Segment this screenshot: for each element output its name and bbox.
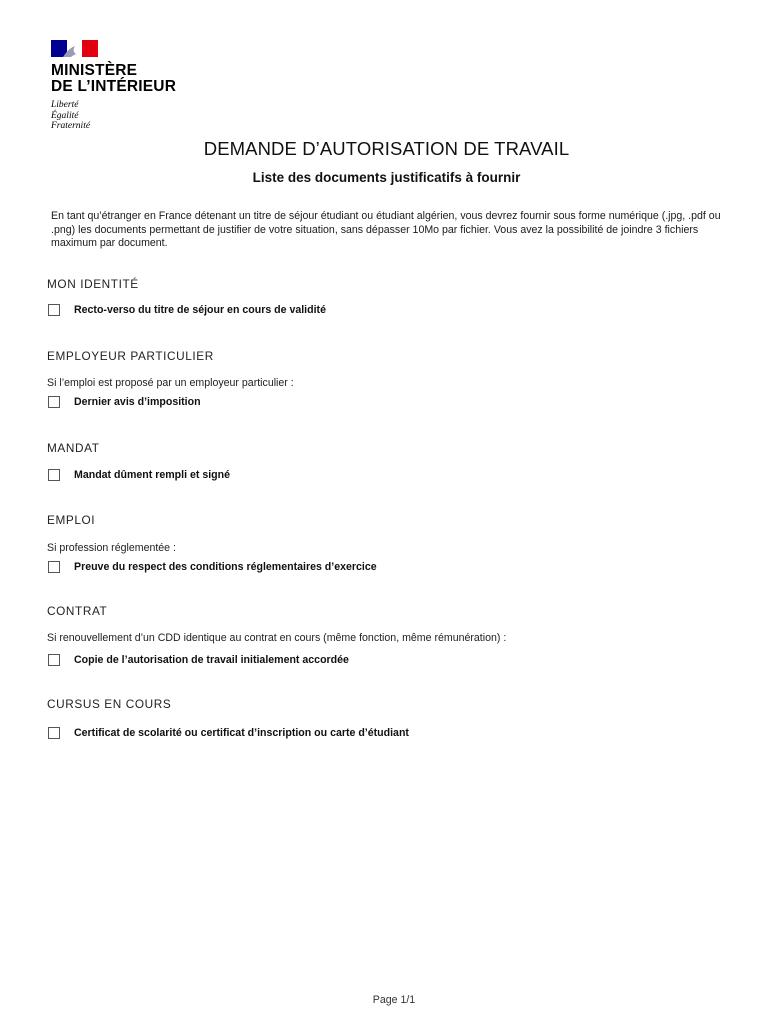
checkbox[interactable] [48,654,60,666]
checklist-item-certificat-scolarite[interactable] [48,727,409,739]
checklist-item-avis-imposition[interactable] [48,396,201,408]
checklist-item-label: Recto-verso du titre de séjour en cours de validité [74,304,326,316]
checklist-item-conditions-reglementaires[interactable] [48,561,377,573]
section-title-identite: MON IDENTITÉ [47,277,139,291]
checklist-item-mandat[interactable] [48,469,230,481]
ministry-line-2: DE L’INTÉRIEUR [51,78,177,95]
marianne-flag-icon [51,40,98,57]
section-title-contrat: CONTRAT [47,604,108,618]
checklist-item-label: Dernier avis d’imposition [74,396,201,408]
section-note-employeur: Si l’emploi est proposé par un employeur particulier : [47,377,294,389]
checklist-item-label: Mandat dûment rempli et signé [74,469,230,481]
section-title-emploi: EMPLOI [47,513,96,527]
motto-egalite: Égalité [51,110,79,121]
checklist-item-autorisation-travail[interactable] [48,654,349,666]
motto-fraternite: Fraternité [51,121,91,131]
checkbox[interactable] [48,561,60,573]
section-title-cursus: CURSUS EN COURS [47,697,172,711]
checklist-item-label: Certificat de scolarité ou certificat d’inscription ou carte d’étudiant [74,727,409,739]
section-note-emploi: Si profession réglementée : [47,542,176,554]
section-title-mandat: MANDAT [47,441,100,455]
motto-liberte: Liberté [51,100,79,110]
checkbox[interactable] [48,727,60,739]
document-title: DEMANDE D’AUTORISATION DE TRAVAIL [203,138,570,159]
page-number: Page 1/1 [372,994,416,1006]
section-note-contrat: Si renouvellement d’un CDD identique au contrat en cours (même fonction, même rémunération) : [47,632,507,644]
ministry-line-1: MINISTÈRE [51,62,138,79]
document-subtitle: Liste des documents justificatifs à fournir [252,170,521,185]
checklist-item-label: Preuve du respect des conditions réglementaires d’exercice [74,561,377,573]
checkbox[interactable] [48,469,60,481]
checklist-item-label: Copie de l’autorisation de travail initialement accordée [74,654,349,666]
motto [51,100,176,132]
checkbox[interactable] [48,304,60,316]
checklist-item-titre-sejour[interactable] [48,304,326,316]
section-title-employeur: EMPLOYEUR PARTICULIER [47,349,214,363]
ministry-name [51,63,176,95]
ministry-logo [51,40,176,132]
intro-paragraph: En tant qu’étranger en France détenant un titre de séjour étudiant ou étudiant algérien, vous devrez fournir sous forme numérique (.jpg, .pdf ou .png) les documents permettant de justifier de votre situation, sans dépasser 10Mo par fichier. Vous avez la possibilité de joindre 3 fichiers maximum par document. [51,210,721,249]
checkbox[interactable] [48,396,60,408]
